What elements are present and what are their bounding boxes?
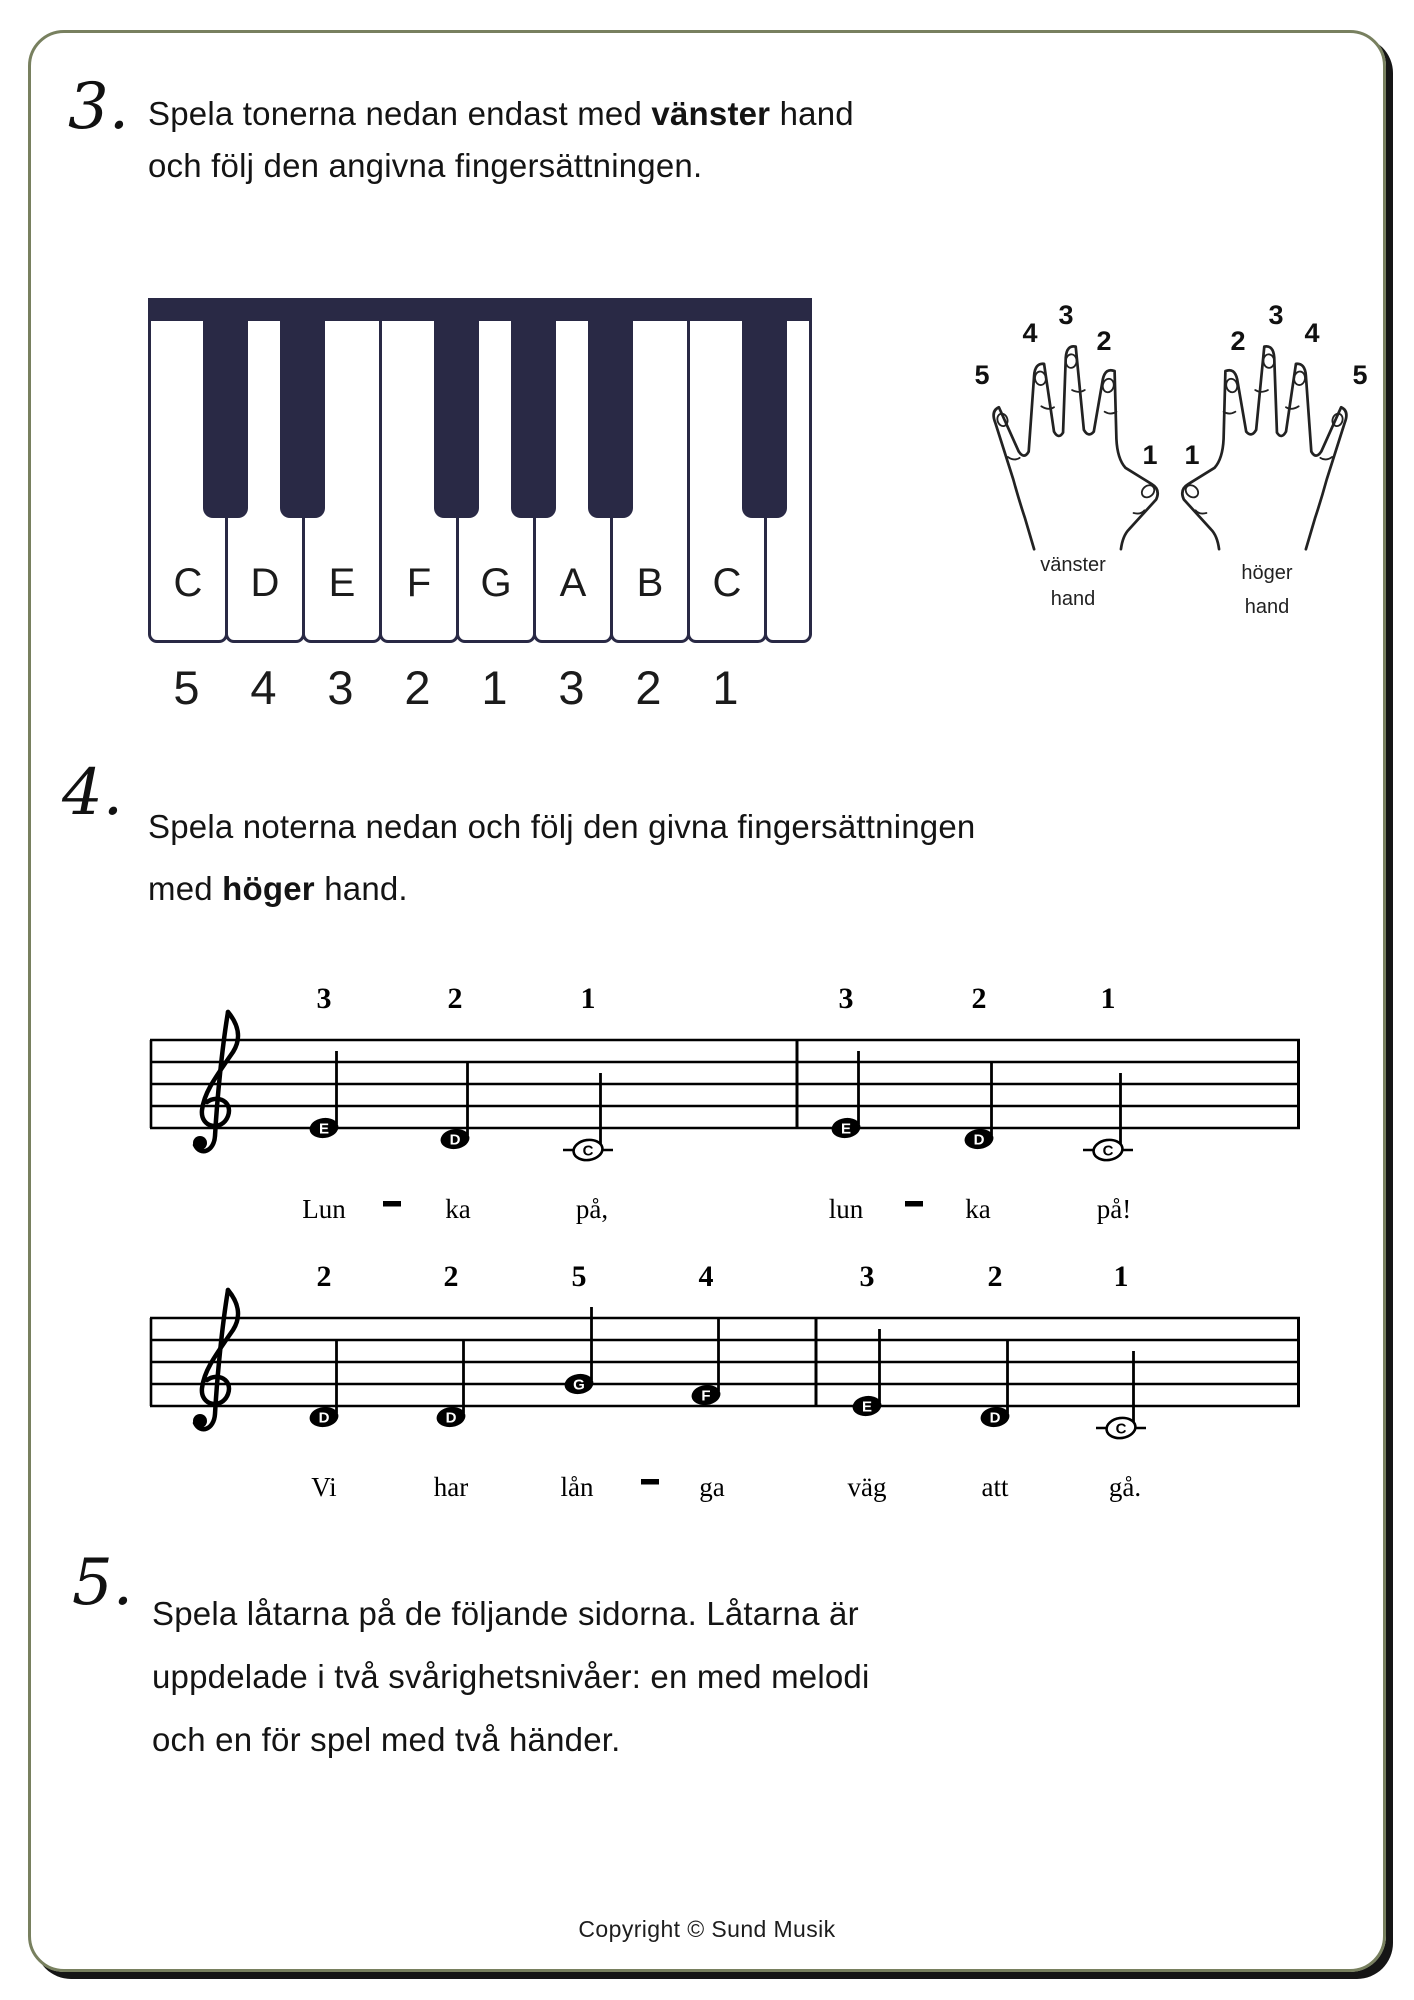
piano-keyboard-diagram <box>148 298 812 643</box>
note-letter: E <box>861 1398 873 1416</box>
white-key-letter: F <box>406 561 432 605</box>
right-hand-label-line2: hand <box>1244 596 1290 618</box>
white-key-letter: B <box>636 561 664 605</box>
section-5-line1: Spela låtarna på de följande sidorna. Låtarna är <box>152 1595 859 1632</box>
note-letter: D <box>449 1131 461 1149</box>
black-key <box>588 318 633 518</box>
right-hand-label <box>1167 556 1367 624</box>
left-hand-finger-number-4: 4 <box>1022 318 1038 348</box>
white-key-letter: D <box>250 561 280 605</box>
black-key <box>511 318 556 518</box>
section-4-line2-bold: höger <box>222 870 315 907</box>
section-4-line2-post: hand. <box>314 870 408 907</box>
keyboard-finger-number: 3 <box>327 661 354 714</box>
white-key-letter: E <box>328 561 356 605</box>
left-hand-label-line2: hand <box>1050 588 1096 610</box>
note-letter: E <box>840 1120 852 1138</box>
section-5-line3: och en för spel med två händer. <box>152 1721 621 1758</box>
white-key-letter: C <box>712 561 742 605</box>
fingering-number: 2 <box>987 1260 1003 1293</box>
note-letter: F <box>701 1387 711 1405</box>
white-key-letter: C <box>173 561 203 605</box>
lyric-syllable: ka <box>965 1194 991 1224</box>
section-3-line1-post: hand <box>770 95 854 132</box>
right-hand-finger-number-5: 5 <box>1352 360 1368 390</box>
fingering-number: 5 <box>571 1260 587 1293</box>
lyric-syllable: Vi <box>311 1472 337 1502</box>
lyric-syllable: på, <box>575 1194 609 1224</box>
fingering-number: 2 <box>971 982 987 1015</box>
treble-clef-icon <box>193 1290 238 1429</box>
fingering-number: 2 <box>316 1260 332 1293</box>
right-hand-finger-number-4: 4 <box>1304 318 1320 348</box>
section-5-numeral: 5. <box>72 1546 134 1620</box>
section-5-line2: uppdelade i två svårighetsnivåer: en med melodi <box>152 1658 870 1695</box>
lyric-dash <box>905 1201 923 1207</box>
keyboard-finger-number: 4 <box>250 661 277 714</box>
fingering-number: 1 <box>580 982 596 1015</box>
note-letter: D <box>989 1409 1001 1427</box>
right-hand-finger-number-2: 2 <box>1230 326 1246 356</box>
keyboard-finger-number: 2 <box>404 661 431 714</box>
section-5-text <box>152 1582 1152 1771</box>
keyboard-finger-number: 1 <box>712 661 739 714</box>
black-key <box>280 318 325 518</box>
lyric-syllable: väg <box>847 1472 887 1502</box>
section-4-text <box>148 796 1128 920</box>
fingering-number: 3 <box>838 982 854 1015</box>
section-3-line1 <box>148 88 1028 140</box>
white-key-letter: A <box>559 561 587 605</box>
left-hand-finger-number-3: 3 <box>1058 300 1074 330</box>
keyboard-finger-number: 3 <box>558 661 585 714</box>
note-letter: C <box>582 1142 594 1160</box>
fingering-number: 2 <box>447 982 463 1015</box>
lyric-syllable: att <box>981 1472 1009 1502</box>
black-key <box>434 318 479 518</box>
lyric-syllable: Lun <box>302 1194 346 1224</box>
lyric-syllable: lån <box>560 1472 594 1502</box>
note-letter: C <box>1115 1420 1127 1438</box>
section-4-numeral: 4. <box>62 756 124 830</box>
lyric-syllable: på! <box>1096 1194 1132 1224</box>
left-hand-finger-number-2: 2 <box>1096 326 1112 356</box>
fingering-number: 3 <box>316 982 332 1015</box>
fingering-number: 4 <box>698 1260 714 1293</box>
lyric-dash <box>641 1479 659 1485</box>
staff-system-2 <box>140 1228 1320 1528</box>
section-4-line2-pre: med <box>148 870 223 907</box>
right-hand-label-line1: höger <box>1241 562 1293 584</box>
section-3-numeral: 3. <box>68 70 130 144</box>
note-letter: E <box>318 1120 330 1138</box>
keyboard-top-bar <box>148 298 812 318</box>
lyric-syllable: har <box>433 1472 469 1502</box>
right-hand-illustration <box>1172 296 1362 551</box>
fingering-number: 3 <box>859 1260 875 1293</box>
left-hand-label-line1: vänster <box>1040 554 1106 576</box>
left-hand-illustration <box>978 296 1168 551</box>
section-3-line1-pre: Spela tonerna nedan endast med <box>148 95 652 132</box>
lyric-dash <box>383 1201 401 1207</box>
fingering-number: 1 <box>1113 1260 1129 1293</box>
keyboard-finger-number: 1 <box>481 661 508 714</box>
note-letter: C <box>1102 1142 1114 1160</box>
left-hand-label <box>973 548 1173 616</box>
lyric-syllable: gå. <box>1108 1472 1142 1502</box>
black-key <box>742 318 787 518</box>
note-letter: D <box>973 1131 985 1149</box>
left-hand-finger-number-5: 5 <box>974 360 990 390</box>
fingering-number: 2 <box>443 1260 459 1293</box>
lyric-syllable: ka <box>445 1194 471 1224</box>
left-hand-outline <box>994 346 1158 549</box>
lyric-syllable: ga <box>699 1472 725 1502</box>
section-3-line2: och följ den angivna fingersättningen. <box>148 147 703 184</box>
note-letter: D <box>318 1409 330 1427</box>
note-letter: D <box>445 1409 457 1427</box>
staff-system-1 <box>140 950 1320 1250</box>
fingering-number: 1 <box>1100 982 1116 1015</box>
right-hand-finger-number-1: 1 <box>1184 440 1200 470</box>
black-key <box>203 318 248 518</box>
treble-clef-icon <box>193 1012 238 1151</box>
white-key-letter: G <box>480 561 512 605</box>
right-hand-finger-number-3: 3 <box>1268 300 1284 330</box>
right-hand-outline <box>1182 346 1346 549</box>
lyric-syllable: lun <box>828 1194 864 1224</box>
section-3-text <box>148 88 1028 192</box>
section-4-line2 <box>148 858 1128 920</box>
keyboard-finger-number: 2 <box>635 661 662 714</box>
left-hand-finger-number-1: 1 <box>1142 440 1158 470</box>
keyboard-finger-number: 5 <box>173 661 200 714</box>
section-3-line1-bold: vänster <box>651 95 771 132</box>
note-letter: G <box>573 1376 585 1394</box>
section-4-line1: Spela noterna nedan och följ den givna fingersättningen <box>148 808 976 845</box>
copyright-footer: Copyright © Sund Musik <box>578 1916 836 1942</box>
